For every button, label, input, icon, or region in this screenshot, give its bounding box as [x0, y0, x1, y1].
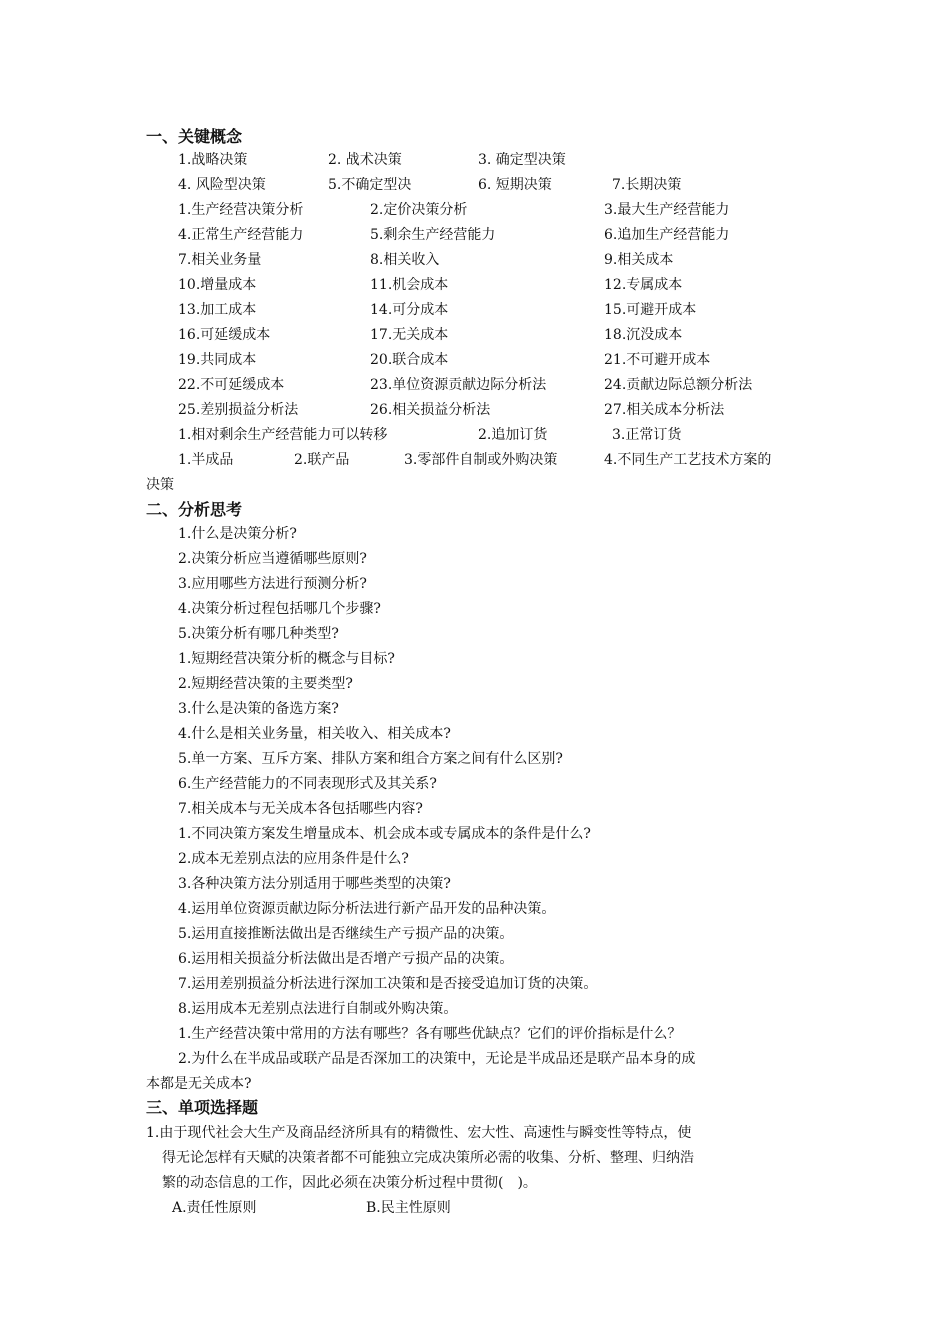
- concept-item: 1.生产经营决策分析: [178, 202, 304, 218]
- concept-item: 26.相关损益分析法: [370, 402, 491, 418]
- question-item: 4.决策分析过程包括哪几个步骤?: [178, 601, 381, 617]
- concept-item: 19.共同成本: [178, 352, 257, 368]
- question-item: 1.生产经营决策中常用的方法有哪些？各有哪些优缺点？它们的评价指标是什么？: [178, 1026, 682, 1042]
- concept-item: 5.剩余生产经营能力: [370, 227, 496, 243]
- concept-row: [0, 223, 950, 247]
- choice-option-a: A.责任性原则: [172, 1200, 257, 1216]
- concept-item: 6.追加生产经营能力: [604, 227, 730, 243]
- concept-item: 4. 风险型决策: [178, 177, 266, 193]
- concept-item: 27.相关成本分析法: [604, 402, 725, 418]
- concept-item: 13.加工成本: [178, 302, 257, 318]
- concept-item: 4.不同生产工艺技术方案的: [604, 452, 772, 468]
- concept-row: [0, 348, 950, 372]
- question-item: 4.运用单位资源贡献边际分析法进行新产品开发的品种决策。: [178, 901, 556, 917]
- concept-row: [0, 173, 950, 197]
- concept-item: 2.追加订货: [478, 427, 548, 443]
- question-item: 5.运用直接推断法做出是否继续生产亏损产品的决策。: [178, 926, 514, 942]
- question-item: 6.运用相关损益分析法做出是否增产亏损产品的决策。: [178, 951, 514, 967]
- concept-item: 11.机会成本: [370, 277, 449, 293]
- concept-item: 21.不可避开成本: [604, 352, 711, 368]
- choice-question-line: 繁的动态信息的工作，因此必须在决策分析过程中贯彻( )。: [162, 1175, 537, 1191]
- question-item: 5.单一方案、互斥方案、排队方案和组合方案之间有什么区别?: [178, 751, 563, 767]
- concept-row: [0, 248, 950, 272]
- concept-item: 14.可分成本: [370, 302, 449, 318]
- question-item: 3.什么是决策的备选方案?: [178, 701, 339, 717]
- section-heading-analysis: 二、分析思考: [146, 500, 243, 519]
- concept-item: 1.战略决策: [178, 152, 248, 168]
- concept-item: 1.半成品: [178, 452, 234, 468]
- question-item: 4.什么是相关业务量，相关收入、相关成本?: [178, 726, 451, 742]
- concept-item: 3. 确定型决策: [478, 152, 566, 168]
- section-heading-single-choice: 三、单项选择题: [146, 1098, 259, 1117]
- concept-row: [0, 423, 950, 447]
- concept-item: 2. 战术决策: [328, 152, 402, 168]
- concept-row: [0, 373, 950, 397]
- question-item: 1.短期经营决策分析的概念与目标?: [178, 651, 395, 667]
- concept-item: 16.可延缓成本: [178, 327, 271, 343]
- concept-item: 6. 短期决策: [478, 177, 552, 193]
- concept-item: 25.差别损益分析法: [178, 402, 299, 418]
- question-item: 1.不同决策方案发生增量成本、机会成本或专属成本的条件是什么?: [178, 826, 591, 842]
- question-item: 2.为什么在半成品或联产品是否深加工的决策中，无论是半成品还是联产品本身的成: [178, 1051, 696, 1067]
- concept-item: 10.增量成本: [178, 277, 257, 293]
- choice-question-line: 得无论怎样有天赋的决策者都不可能独立完成决策所必需的收集、分析、整理、归纳浩: [162, 1150, 694, 1166]
- concept-item: 20.联合成本: [370, 352, 449, 368]
- concept-item: 4.正常生产经营能力: [178, 227, 304, 243]
- question-item: 7.运用差别损益分析法进行深加工决策和是否接受追加订货的决策。: [178, 976, 598, 992]
- concept-item: 3.零部件自制或外购决策: [404, 452, 558, 468]
- concept-item: 22.不可延缓成本: [178, 377, 285, 393]
- concept-row: [0, 323, 950, 347]
- question-item: 2.成本无差别点法的应用条件是什么?: [178, 851, 409, 867]
- concept-item: 3.最大生产经营能力: [604, 202, 730, 218]
- concept-row: [0, 448, 950, 472]
- concept-wrap-line: 决策: [146, 477, 174, 493]
- concept-item: 18.沉没成本: [604, 327, 683, 343]
- concept-item: 2.联产品: [294, 452, 350, 468]
- question-item: 7.相关成本与无关成本各包括哪些内容?: [178, 801, 423, 817]
- concept-item: 12.专属成本: [604, 277, 683, 293]
- concept-item: 2.定价决策分析: [370, 202, 468, 218]
- concept-row: [0, 198, 950, 222]
- question-item: 3.应用哪些方法进行预测分析?: [178, 576, 367, 592]
- concept-row: [0, 298, 950, 322]
- choice-option-b: B.民主性原则: [366, 1200, 451, 1216]
- question-item: 8.运用成本无差别点法进行自制或外购决策。: [178, 1001, 458, 1017]
- question-item: 6.生产经营能力的不同表现形式及其关系?: [178, 776, 437, 792]
- concept-item: 7.相关业务量: [178, 252, 262, 268]
- question-item: 1.什么是决策分析?: [178, 526, 297, 542]
- question-item: 5.决策分析有哪几种类型?: [178, 626, 339, 642]
- concept-item: 7.长期决策: [612, 177, 682, 193]
- concept-item: 8.相关收入: [370, 252, 440, 268]
- question-item: 3.各种决策方法分别适用于哪些类型的决策?: [178, 876, 451, 892]
- concept-item: 15.可避开成本: [604, 302, 697, 318]
- question-wrap-line: 本都是无关成本?: [146, 1076, 252, 1092]
- concept-row: [0, 148, 950, 172]
- concept-item: 5.不确定型决: [328, 177, 412, 193]
- concept-row: [0, 273, 950, 297]
- section-heading-key-concepts: 一、关键概念: [146, 127, 243, 146]
- concept-row: [0, 398, 950, 422]
- concept-item: 1.相对剩余生产经营能力可以转移: [178, 427, 388, 443]
- concept-item: 3.正常订货: [612, 427, 682, 443]
- question-item: 2.短期经营决策的主要类型?: [178, 676, 353, 692]
- question-item: 2.决策分析应当遵循哪些原则?: [178, 551, 367, 567]
- concept-item: 24.贡献边际总额分析法: [604, 377, 753, 393]
- concept-item: 17.无关成本: [370, 327, 449, 343]
- concept-item: 9.相关成本: [604, 252, 674, 268]
- concept-item: 23.单位资源贡献边际分析法: [370, 377, 547, 393]
- choice-question-line: 1.由于现代社会大生产及商品经济所具有的精微性、宏大性、高速性与瞬变性等特点，使: [146, 1125, 692, 1141]
